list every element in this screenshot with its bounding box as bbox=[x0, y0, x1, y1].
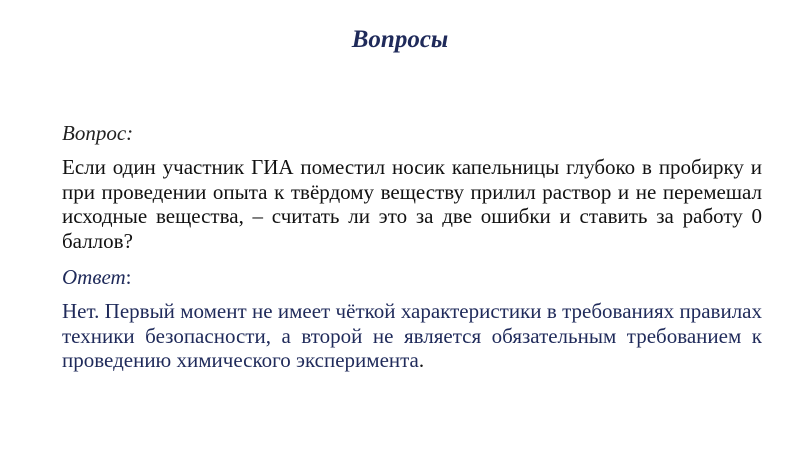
answer-body: Нет. Первый момент не имеет чёткой характеристики в требованиях правилах техники безопасности, а второй не является обязательным требованием к проведению химического эксперимента bbox=[62, 299, 762, 372]
answer-label-colon: : bbox=[125, 265, 132, 289]
slide-title: Вопросы bbox=[351, 26, 449, 53]
answer-label-text: Ответ bbox=[62, 265, 126, 289]
answer-end-punct: . bbox=[418, 348, 425, 372]
question-text: Если один участник ГИА поместил носик капельницы глубоко в пробирку и при проведении опыта к твёрдому веществу прилил раствор и не перемешал исходные вещества, – считать ли это за две ошибки и ставить за работу 0 баллов? bbox=[62, 155, 762, 253]
answer-label bbox=[62, 265, 132, 289]
question-label: Вопрос: bbox=[62, 121, 134, 145]
answer-text bbox=[62, 299, 762, 373]
